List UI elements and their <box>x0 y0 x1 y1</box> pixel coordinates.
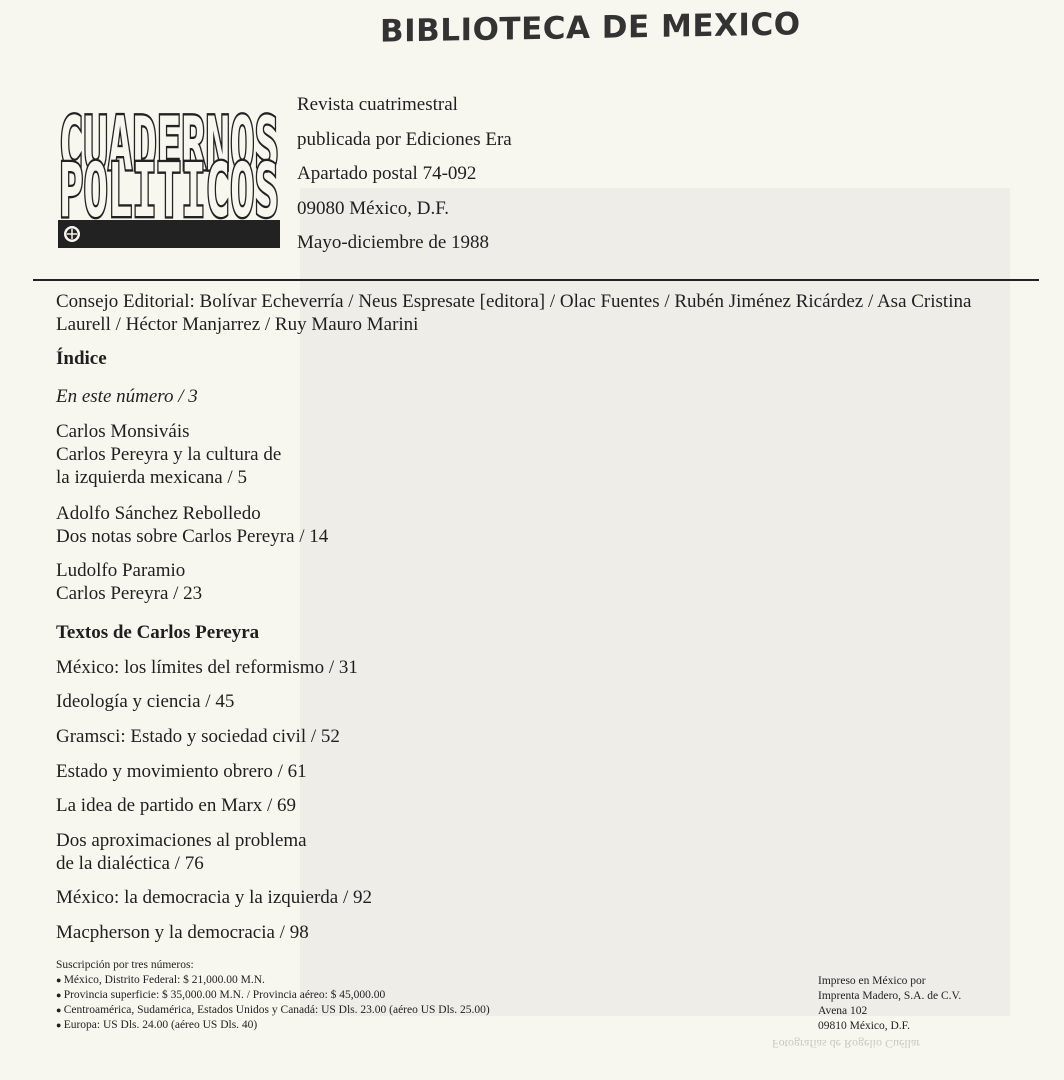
printer-line: Impreso en México por <box>818 975 926 987</box>
pub-line: 09080 México, D.F. <box>297 197 450 219</box>
logo-line1: CUADERNOS <box>59 100 279 188</box>
pub-line: Revista cuatrimestral <box>297 94 458 115</box>
subscription-item: ● Europa: US Dls. 24.00 (aéreo US Dls. 40) <box>56 1018 490 1033</box>
article-title: la izquierda mexicana / 5 <box>56 467 247 488</box>
printer-line: Avena 102 <box>818 1005 868 1017</box>
magazine-logo <box>58 58 280 248</box>
subscription-item: ● Provincia superficie: $ 35,000.00 M.N. / Provincia aéreo: $ 45,000.00 <box>56 988 490 1003</box>
editorial-board: Consejo Editorial: Bolívar Echeverría / Neus Espresate [editora] / Olac Fuentes / Rubén Jiménez Ricárdez / Asa Cristina Laurell / Héctor Manjarrez / Ruy Mauro Marini <box>56 291 972 335</box>
pub-line: Mayo-diciembre de 1988 <box>297 232 490 253</box>
subscription-item: ● México, Distrito Federal: $ 21,000.00 M.N. <box>56 973 490 988</box>
publication-info <box>297 88 512 261</box>
subscription-heading: Suscripción por tres números: <box>56 959 194 971</box>
text-entry: Gramsci: Estado y sociedad civil / 52 <box>56 726 340 747</box>
article-author: Ludolfo Paramio <box>56 560 186 581</box>
photo-credit: Fotografías de Rogelio Cuéllar <box>772 1037 921 1051</box>
index-intro: En este número / 3 <box>56 386 198 407</box>
section-heading: Textos de Carlos Pereyra <box>56 622 260 643</box>
index-heading: Índice <box>56 348 107 369</box>
pub-line: Apartado postal 74-092 <box>297 163 477 184</box>
text-entry: Macpherson y la democracia / 98 <box>56 922 309 943</box>
text-entry: Ideología y ciencia / 45 <box>56 691 235 712</box>
subscription-info <box>56 958 490 1033</box>
article-author: Adolfo Sánchez Rebolledo <box>56 503 261 524</box>
text-entry: México: los límites del reformismo / 31 <box>56 657 358 678</box>
text-entry: Estado y movimiento obrero / 61 <box>56 761 307 782</box>
article-title: Carlos Pereyra y la cultura de <box>56 444 282 465</box>
article-author: Carlos Monsiváis <box>56 421 190 442</box>
text-entry: Dos aproximaciones al problema <box>56 830 307 851</box>
article-title: Carlos Pereyra / 23 <box>56 583 203 604</box>
printer-line: Imprenta Madero, S.A. de C.V. <box>818 990 962 1002</box>
pub-line: publicada por Ediciones Era <box>297 128 512 150</box>
text-entry: de la dialéctica / 76 <box>56 853 204 874</box>
printer-info <box>818 974 961 1034</box>
text-entry: La idea de partido en Marx / 69 <box>56 795 297 816</box>
logo-line2: POLITICOS <box>59 147 279 234</box>
text-entry: México: la democracia y la izquierda / 92 <box>56 887 373 908</box>
article-title: Dos notas sobre Carlos Pereyra / 14 <box>56 526 329 547</box>
library-stamp: BIBLIOTECA DE MEXICO <box>380 6 801 50</box>
subscription-item: ● Centroamérica, Sudamérica, Estados Unidos y Canadá: US Dls. 23.00 (aéreo US Dls. 25.00) <box>56 1003 490 1018</box>
horizontal-rule <box>33 279 1039 281</box>
printer-line: 09810 México, D.F. <box>818 1020 911 1032</box>
